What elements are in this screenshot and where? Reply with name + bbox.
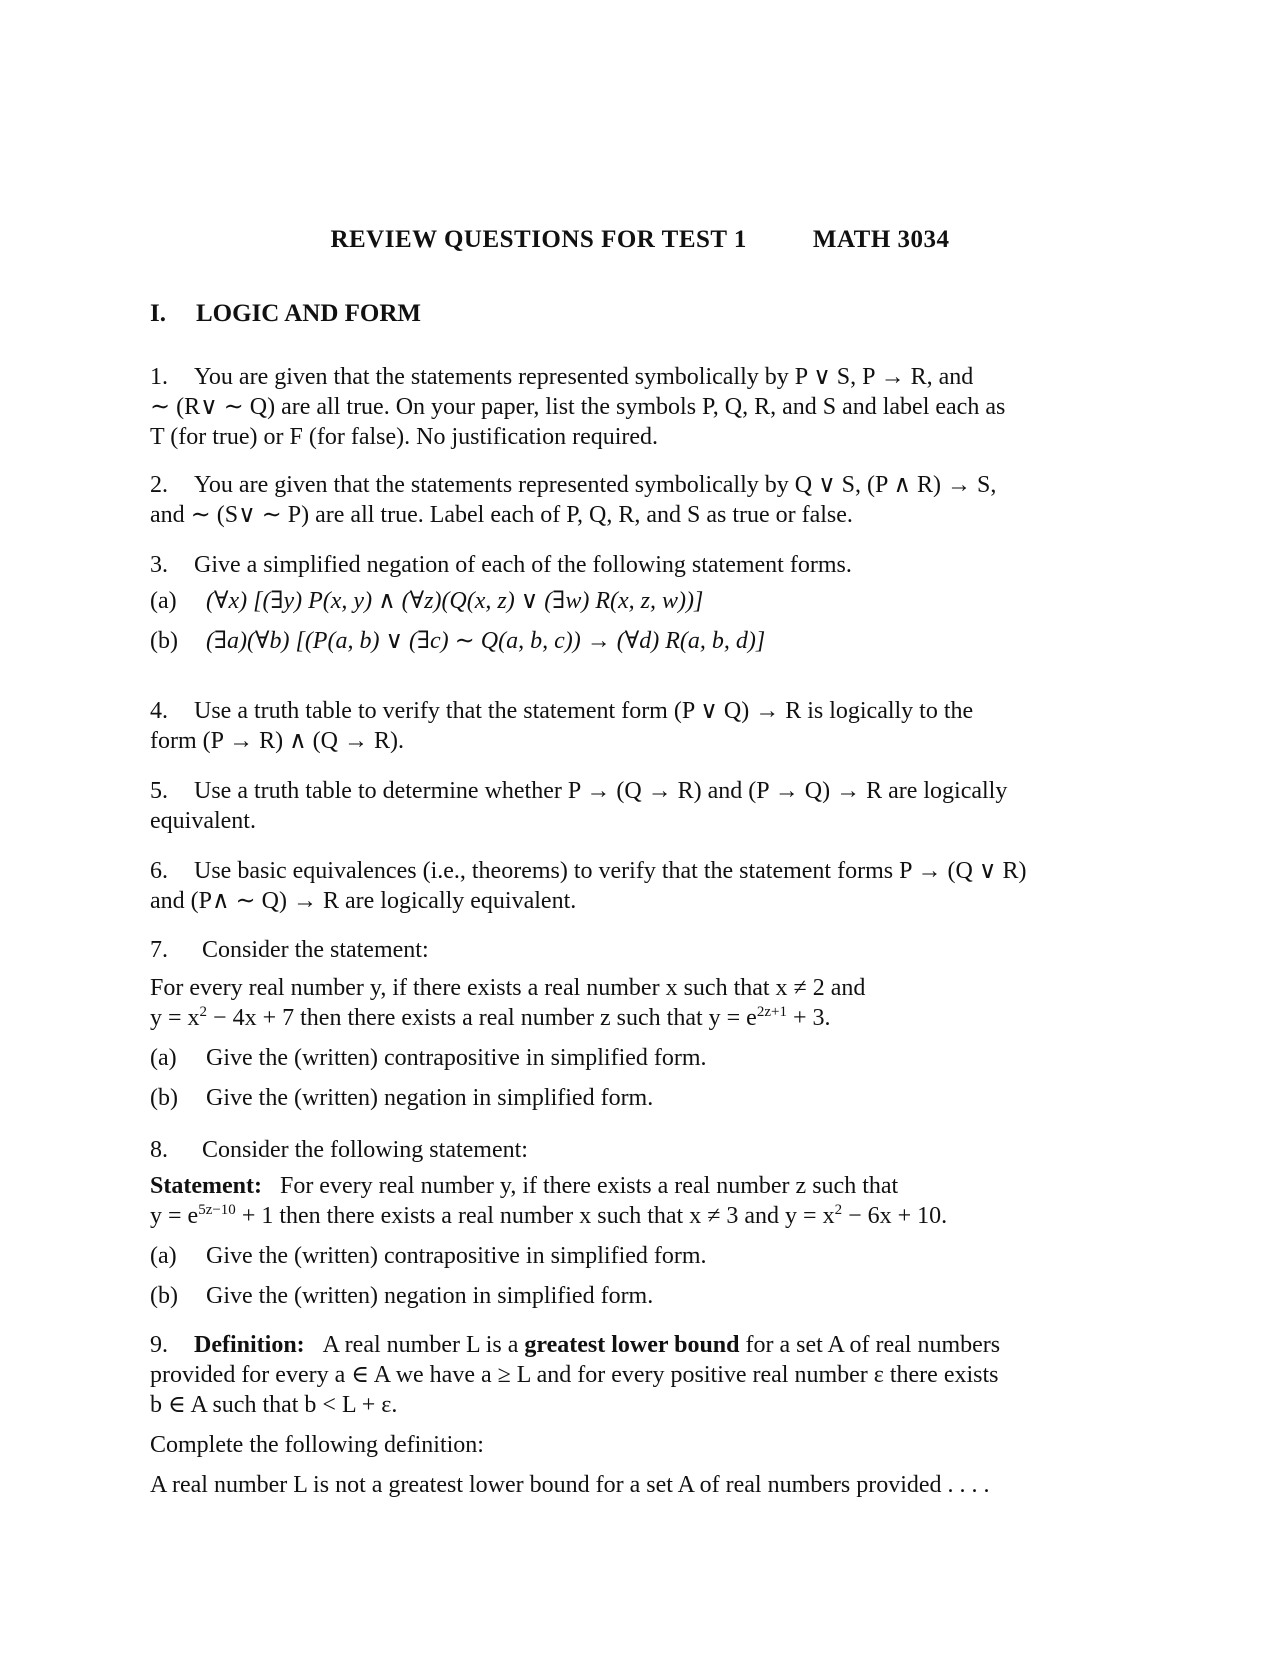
question-text: equivalent.	[150, 808, 256, 834]
question-text: For every real number y, if there exists a real number z such that	[279, 1173, 899, 1199]
question-formula-line: $y = e^{5z-10} + 1$ then there exists a real number x such that x ≠ 3 and $y = x^2 - 6x + 10$.	[150, 1202, 948, 1229]
question-text: and ∼ (S∨ ∼ P) are all true. Label each of P, Q, R, and S as true or false.	[150, 502, 853, 528]
question-6	[150, 856, 1130, 916]
question-number: 9.	[150, 1332, 168, 1358]
question-text: Consider the statement:	[202, 937, 429, 963]
question-text: T (for true) or F (for false). No justification required.	[150, 424, 659, 450]
question-text: Use a truth table to determine whether P → (Q → R) and (P → Q) → R are logically	[194, 778, 1008, 804]
question-8	[150, 1135, 1130, 1311]
part-text: Give the (written) contrapositive in simplified form.	[206, 1243, 707, 1269]
defined-term: greatest lower bound	[524, 1332, 740, 1358]
formula: (∃a)(∀b) [(P(a, b) ∨ (∃c) ∼ Q(a, b, c)) → (∀d) R(a, b, d)]	[206, 628, 766, 654]
question-formula-line: $y = x^2 - 4x + 7$ then there exists a real number z such that $y = e^{2z+1} + 3$.	[150, 1004, 831, 1031]
course-code: MATH 3034	[812, 226, 950, 253]
question-text: For every real number y, if there exists a real number x such that x ≠ 2 and	[150, 975, 866, 1001]
part-label: (a)	[150, 1243, 177, 1269]
section-number: I.	[150, 300, 166, 327]
formula: (∀x) [(∃y) P(x, y) ∧ (∀z)(Q(x, z) ∨ (∃w) R(x, z, w))]	[206, 588, 704, 614]
part-text: Give the (written) negation in simplified form.	[206, 1283, 654, 1309]
question-text: Use a truth table to verify that the statement form (P ∨ Q) → R is logically to the	[194, 698, 974, 724]
question-text: Use basic equivalences (i.e., theorems) to verify that the statement forms P → (Q ∨ R)	[194, 858, 1027, 884]
question-2	[150, 470, 1130, 530]
question-number: 3.	[150, 552, 168, 578]
part-b	[150, 1281, 1130, 1311]
test-title: REVIEW QUESTIONS FOR TEST 1	[330, 226, 747, 253]
instruction-text: Complete the following definition:	[150, 1432, 484, 1458]
part-text: Give the (written) contrapositive in simplified form.	[206, 1045, 707, 1071]
question-text: provided for every a ∈ A we have a ≥ L and for every positive real number ε there exists	[150, 1362, 999, 1388]
question-5	[150, 776, 1130, 836]
question-text: You are given that the statements represented symbolically by P ∨ S, P → R, and	[194, 364, 974, 390]
question-number: 1.	[150, 364, 168, 390]
part-label: (a)	[150, 1045, 177, 1071]
question-number: 2.	[150, 472, 168, 498]
question-number: 4.	[150, 698, 168, 724]
definition-label: Definition:	[194, 1332, 305, 1358]
question-number: 7.	[150, 937, 168, 963]
part-b	[150, 626, 1130, 656]
question-text: ∼ (R∨ ∼ Q) are all true. On your paper, list the symbols P, Q, R, and S and label each as	[150, 394, 1006, 420]
definition-prompt: A real number L is not a greatest lower bound for a set A of real numbers provided . . . .	[150, 1472, 990, 1498]
question-4	[150, 696, 1130, 756]
question-9: 9. Definition: A real number L is a greatest lower bound for a set A of real numbers provided for every a ∈ A we have a ≥ L and for every positive real number ε there exists b ∈ A such that b < L + ε. Complete the following definition: A real number L is not a greatest lower bound for a set A of real numbers provided . . . .	[150, 1330, 1130, 1500]
part-label: (b)	[150, 1085, 178, 1111]
part-label: (a)	[150, 588, 177, 614]
part-a	[150, 1241, 1130, 1271]
question-text: Consider the following statement:	[202, 1137, 528, 1163]
question-number: 6.	[150, 858, 168, 884]
question-text: You are given that the statements represented symbolically by Q ∨ S, (P ∧ R) → S,	[194, 472, 997, 498]
part-text: Give the (written) negation in simplified form.	[206, 1085, 654, 1111]
part-label: (b)	[150, 628, 178, 654]
question-number: 5.	[150, 778, 168, 804]
question-text: Give a simplified negation of each of the following statement forms.	[194, 552, 852, 578]
question-1	[150, 362, 1130, 452]
section-heading	[150, 300, 421, 328]
page-title	[0, 226, 1280, 254]
question-text: b ∈ A such that b < L + ε.	[150, 1392, 398, 1418]
part-a	[150, 1043, 1130, 1073]
question-3	[150, 550, 1130, 656]
part-label: (b)	[150, 1283, 178, 1309]
statement-label: Statement:	[150, 1173, 262, 1199]
question-7	[150, 935, 1130, 1113]
question-text: form (P → R) ∧ (Q → R).	[150, 728, 404, 754]
part-b	[150, 1083, 1130, 1113]
question-text: and (P∧ ∼ Q) → R are logically equivalent.	[150, 888, 577, 914]
section-title: LOGIC AND FORM	[196, 300, 421, 327]
part-a	[150, 586, 1130, 616]
question-number: 8.	[150, 1137, 168, 1163]
